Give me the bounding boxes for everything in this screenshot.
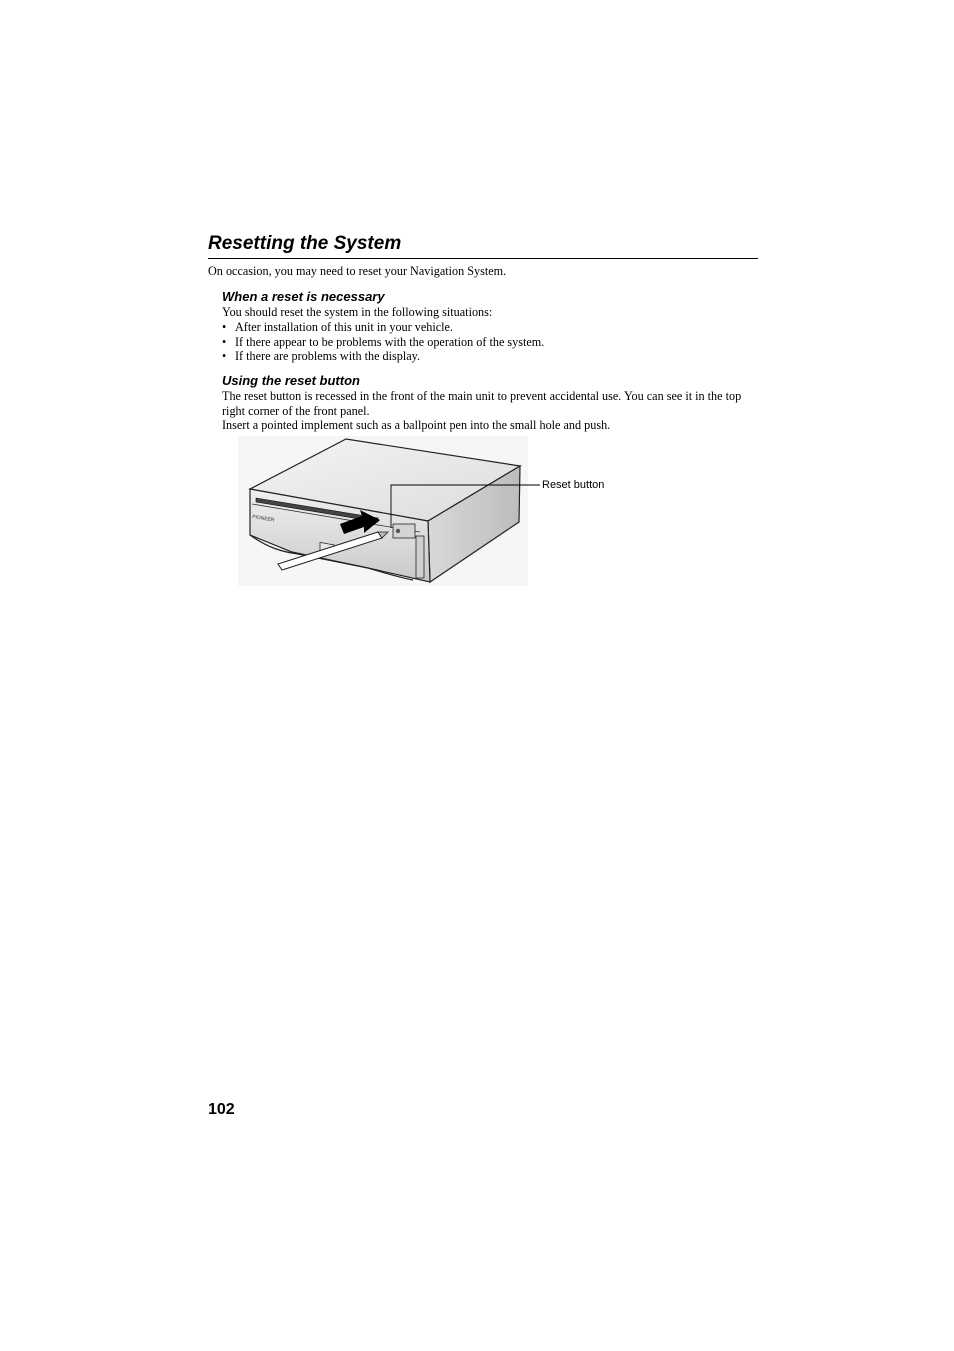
intro-paragraph: On occasion, you may need to reset your Navigation System. [208,264,507,278]
bullet-icon: • [222,334,227,349]
reset-instruction-text: Insert a pointed implement such as a ballpoint pen into the small hole and push. [222,418,611,433]
list-item-text: If there appear to be problems with the operation of the system. [235,334,545,349]
when-reset-paragraph: You should reset the system in the following situations: [222,305,493,319]
reset-situations-list [222,320,544,364]
subheading-using-reset: Using the reset button [222,373,360,388]
list-item [222,320,544,335]
using-reset-paragraph [222,389,758,433]
brand-marking: PIONEER [251,514,275,524]
head-unit-illustration [238,436,618,586]
faceplate-release [416,536,424,578]
section-title: Resetting the System [208,233,402,254]
bullet-icon: • [222,320,227,334]
subheading-when-reset: When a reset is necessary [222,289,385,304]
list-item [222,349,544,364]
reset-hole [396,529,400,533]
list-item [222,335,544,350]
page-number: 102 [208,1101,235,1118]
reset-description-text: The reset button is recessed in the front of the main unit to prevent accidental use. You can see it in the top right corner of the front panel. [222,389,742,418]
list-item-text: After installation of this unit in your vehicle. [235,320,453,334]
title-underline [208,258,758,259]
list-item-text: If there are problems with the display. [235,349,421,364]
reset-button-callout: Reset button [542,479,605,491]
bullet-icon: • [222,349,227,364]
